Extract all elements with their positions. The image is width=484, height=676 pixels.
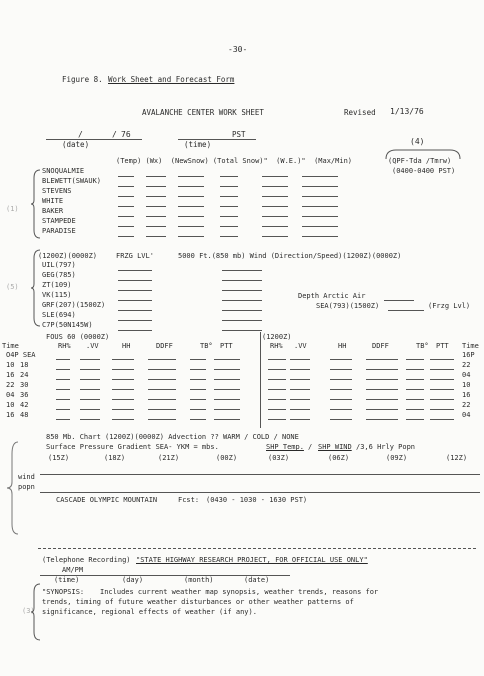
telephone-field-label: (day) <box>122 576 144 584</box>
qpf-header: (QPF-Tda /Tmrw) <box>388 157 452 165</box>
fous-row-forecast-hour: 30 <box>20 381 29 389</box>
freezing-level-blank <box>118 310 152 311</box>
station-blank <box>146 226 166 227</box>
fous-right-time: 16P <box>462 351 475 359</box>
fous-blank <box>148 359 176 360</box>
fous-blank <box>56 369 70 370</box>
station-blank <box>220 226 238 227</box>
section-1-marker: (1) <box>6 205 19 213</box>
freezing-level-blank <box>118 330 152 331</box>
station-blank <box>220 196 238 197</box>
station-blank <box>262 236 288 237</box>
fous-blank <box>112 379 134 380</box>
fous-blank <box>406 379 424 380</box>
fous-blank <box>330 399 352 400</box>
fous-blank <box>80 389 100 390</box>
station-blank <box>146 236 166 237</box>
fous-blank <box>268 419 286 420</box>
qpf-times: (0400-0400 PST) <box>392 167 456 175</box>
synopsis-line-1: Includes current weather map synopsis, weather trends, reasons for <box>100 588 379 596</box>
advection-time: (21Z) <box>158 454 180 462</box>
fous-right-time: 04 <box>462 371 471 379</box>
fous-blank <box>290 389 310 390</box>
synopsis-brace <box>30 582 42 642</box>
station-blank <box>220 186 238 187</box>
station-blank <box>262 216 288 217</box>
station-blank <box>178 216 204 217</box>
page-number: -30- <box>228 45 248 54</box>
advection-time: (18Z) <box>104 454 126 462</box>
fous-title-1200z: (1200Z) <box>262 333 292 341</box>
station-blank <box>302 236 338 237</box>
station-blank <box>302 226 338 227</box>
station-blank <box>178 196 204 197</box>
wind-blank <box>222 320 262 321</box>
upper-air-station: VK(115) <box>42 291 72 299</box>
station-blank <box>262 176 288 177</box>
fous-blank <box>148 409 176 410</box>
cascade-label: CASCADE OLYMPIC MOUNTAIN <box>56 496 158 504</box>
fous-blank <box>56 419 70 420</box>
fous-left-header: DDFF <box>156 342 173 350</box>
station-name: WHITE <box>42 197 64 205</box>
fous-blank <box>56 389 70 390</box>
section-3-marker: (3) <box>22 607 35 615</box>
telephone-separator <box>38 548 476 549</box>
freezing-level-blank <box>118 280 152 281</box>
fous-row-forecast-hour: 24 <box>20 371 29 379</box>
fous-blank <box>366 389 398 390</box>
upper-air-station: UIL(797) <box>42 261 76 269</box>
fous-blank <box>190 359 206 360</box>
sea-label: SEA(793)(1500Z) <box>316 302 380 310</box>
fous-blank <box>290 399 310 400</box>
fous-blank <box>430 399 454 400</box>
freezing-level-blank <box>118 270 152 271</box>
fous-blank <box>406 389 424 390</box>
fous-right-header: PTT <box>436 342 449 350</box>
fous-blank <box>430 389 454 390</box>
fous-blank <box>214 389 240 390</box>
fous-row-hour: 16 <box>6 371 15 379</box>
station-blank <box>302 216 338 217</box>
fous-blank <box>190 379 206 380</box>
upper-air-station: ZT(109) <box>42 281 72 289</box>
fous-blank <box>430 369 454 370</box>
fous-blank <box>330 389 352 390</box>
fous-left-header: HH <box>122 342 131 350</box>
fous-blank <box>148 379 176 380</box>
fous-right-time: 22 <box>462 401 471 409</box>
freezing-level-header: FRZG LVL' <box>116 252 154 260</box>
station-blank <box>146 186 166 187</box>
fous-blank <box>112 359 134 360</box>
fous-blank <box>214 369 240 370</box>
fous-blank <box>112 419 134 420</box>
fous-blank <box>112 369 134 370</box>
upper-air-station: SLE(694) <box>42 311 76 319</box>
fous-blank <box>290 419 310 420</box>
fous-blank <box>330 409 352 410</box>
shp-temp: SHP Temp. <box>266 443 304 451</box>
station-blank <box>220 236 238 237</box>
station-blank <box>118 176 134 177</box>
station-blank <box>146 176 166 177</box>
fous-blank <box>190 369 206 370</box>
wind-blank <box>222 290 262 291</box>
fous-blank <box>330 379 352 380</box>
popn-row-label: popn <box>18 483 35 491</box>
wind-blank <box>222 330 262 331</box>
time-label: (time) <box>184 140 212 149</box>
fous-blank <box>290 359 310 360</box>
fous-blank <box>214 379 240 380</box>
station-name: SNOQUALMIE <box>42 167 85 175</box>
fous-blank <box>366 409 398 410</box>
telephone-field-label: (month) <box>184 576 214 584</box>
station-blank <box>302 176 338 177</box>
fous-title: FOUS 60 (0000Z) <box>46 333 110 341</box>
fous-blank <box>430 409 454 410</box>
depth-arctic-label: Depth Arctic Air <box>298 292 366 300</box>
section-4-marker: (4) <box>410 137 425 146</box>
fous-blank <box>430 359 454 360</box>
fous-blank <box>112 399 134 400</box>
fous-blank <box>330 359 352 360</box>
synopsis-line-3: significance, regional effects of weather (if any). <box>42 608 257 616</box>
advection-time: (09Z) <box>386 454 408 462</box>
upper-air-brace <box>30 248 42 328</box>
fous-blank <box>80 359 100 360</box>
fous-blank <box>148 389 176 390</box>
freezing-level-blank <box>118 290 152 291</box>
fous-left-header: RH% <box>58 342 71 350</box>
fous-blank <box>148 419 176 420</box>
fous-blank <box>190 389 206 390</box>
fous-blank <box>366 359 398 360</box>
telephone-label: (Telephone Recording) <box>42 556 131 564</box>
fous-blank <box>190 399 206 400</box>
fous-blank <box>406 359 424 360</box>
station-name: STAMPEDE <box>42 217 76 225</box>
station-blank <box>178 226 204 227</box>
fous-blank <box>214 409 240 410</box>
fous-blank <box>290 379 310 380</box>
wind-blank <box>222 270 262 271</box>
fous-o4p: O4P SEA <box>6 351 36 359</box>
fous-blank <box>80 409 100 410</box>
upper-air-station: C7P(50N145W) <box>42 321 93 329</box>
revised-label: Revised <box>344 108 376 117</box>
wind-row-line <box>40 474 480 475</box>
depth-arctic-line <box>384 300 414 301</box>
frzg-lvl-label: (Frzg Lvl) <box>428 302 471 310</box>
station-blank <box>118 216 134 217</box>
station-blank <box>178 176 204 177</box>
station-blank <box>146 196 166 197</box>
fous-blank <box>366 379 398 380</box>
fous-right-time: 04 <box>462 411 471 419</box>
telephone-title: "STATE HIGHWAY RESEARCH PROJECT, FOR OFFICIAL USE ONLY" <box>136 556 368 564</box>
fous-blank <box>80 419 100 420</box>
wind-blank <box>222 310 262 311</box>
station-columns-header: (Temp) (Wx) (NewSnow) (Total Snow)" (W.E.)" (Max/Min) <box>116 157 353 165</box>
freezing-level-blank <box>118 320 152 321</box>
fous-right-header: HH <box>338 342 347 350</box>
fous-right-header: .VV <box>294 342 307 350</box>
sea-line <box>388 310 424 311</box>
fous-blank <box>80 379 100 380</box>
synopsis-line-2: trends, timing of future weather disturbances or other weather patterns of <box>42 598 354 606</box>
fous-blank <box>56 359 70 360</box>
popn-row-line <box>40 492 480 493</box>
fous-blank <box>268 359 286 360</box>
wind-blank <box>222 280 262 281</box>
telephone-field-label: (time) <box>54 576 80 584</box>
advection-time: (12Z) <box>446 454 468 462</box>
station-name: STEVENS <box>42 187 72 195</box>
fcst-times: (0430 - 1030 - 1630 PST) <box>206 496 308 504</box>
fous-left-header: Time <box>2 342 19 350</box>
fous-blank <box>80 399 100 400</box>
station-name: BAKER <box>42 207 64 215</box>
station-blank <box>178 236 204 237</box>
wind-blank <box>222 300 262 301</box>
station-blank <box>118 196 134 197</box>
figure-title: Work Sheet and Forecast Form <box>108 75 235 84</box>
fous-blank <box>56 399 70 400</box>
advection-brace <box>2 440 22 536</box>
pressure-gradient: Surface Pressure Gradient SEA- YKM = mbs. <box>46 443 219 451</box>
ampm-label: AM/PM <box>62 566 84 574</box>
fous-blank <box>430 419 454 420</box>
fous-left-header: TB° <box>200 342 213 350</box>
station-blank <box>146 206 166 207</box>
fous-blank <box>330 419 352 420</box>
fous-blank <box>214 399 240 400</box>
fous-blank <box>406 369 424 370</box>
fcst-label: Fcst: <box>178 496 200 504</box>
date-slash-1: / <box>78 130 83 139</box>
telephone-field-label: (date) <box>244 576 270 584</box>
station-blank <box>302 196 338 197</box>
station-blank <box>262 186 288 187</box>
fous-right-time: 22 <box>462 361 471 369</box>
fous-right-time: 10 <box>462 381 471 389</box>
fous-blank <box>290 369 310 370</box>
station-blank <box>146 216 166 217</box>
station-blank <box>262 196 288 197</box>
fous-blank <box>112 389 134 390</box>
fous-blank <box>214 359 240 360</box>
station-blank <box>302 186 338 187</box>
fous-blank <box>112 409 134 410</box>
fous-left-header: .VV <box>86 342 99 350</box>
fous-blank <box>290 409 310 410</box>
wind-label: wind <box>18 473 35 481</box>
station-brace <box>30 168 42 240</box>
fous-row-forecast-hour: 18 <box>20 361 29 369</box>
fous-row-forecast-hour: 36 <box>20 391 29 399</box>
freezing-level-blank <box>118 300 152 301</box>
fous-row-hour: 16 <box>6 411 15 419</box>
fous-blank <box>366 369 398 370</box>
fous-blank <box>430 379 454 380</box>
fous-right-header: Time <box>462 342 479 350</box>
station-blank <box>118 236 134 237</box>
date-year: 76 <box>121 130 131 139</box>
date-line <box>46 139 142 140</box>
fous-blank <box>268 379 286 380</box>
fous-blank <box>80 369 100 370</box>
station-name: PARADISE <box>42 227 76 235</box>
fous-right-header: TB° <box>416 342 429 350</box>
fous-blank <box>406 399 424 400</box>
revised-date: 1/13/76 <box>390 107 424 116</box>
fous-blank <box>406 409 424 410</box>
upper-air-station: GRF(207)(1500Z) <box>42 301 106 309</box>
fous-blank <box>406 419 424 420</box>
date-label: (date) <box>62 140 90 149</box>
station-blank <box>302 206 338 207</box>
station-blank <box>262 226 288 227</box>
fous-blank <box>366 419 398 420</box>
station-blank <box>220 206 238 207</box>
station-blank <box>220 216 238 217</box>
fous-right-header: RH% <box>270 342 283 350</box>
fous-blank <box>268 369 286 370</box>
fous-row-forecast-hour: 48 <box>20 411 29 419</box>
fous-blank <box>56 379 70 380</box>
wind-header: 5000 Ft.(850 mb) Wind (Direction/Speed)(1200Z)(0000Z) <box>178 252 402 260</box>
fous-divider <box>260 332 261 428</box>
fous-row-hour: 10 <box>6 401 15 409</box>
qpf-brace <box>384 148 464 160</box>
fous-blank <box>268 409 286 410</box>
slash-sep: / <box>308 443 313 451</box>
fous-blank <box>268 399 286 400</box>
station-name: BLEWETT(SWAUK) <box>42 177 102 185</box>
section-5-marker: (5) <box>6 283 19 291</box>
fous-blank <box>366 399 398 400</box>
upper-air-header: (1200Z)(0000Z) <box>38 252 98 260</box>
fous-blank <box>190 419 206 420</box>
station-blank <box>178 206 204 207</box>
fous-blank <box>268 389 286 390</box>
fous-blank <box>190 409 206 410</box>
fous-blank <box>148 369 176 370</box>
shp-wind: SHP WIND <box>318 443 352 451</box>
fous-row-forecast-hour: 42 <box>20 401 29 409</box>
popn-label: /3,6 Hrly Popn <box>356 443 416 451</box>
advection-time: (00Z) <box>216 454 238 462</box>
fous-blank <box>214 419 240 420</box>
fous-row-hour: 10 <box>6 361 15 369</box>
station-blank <box>118 186 134 187</box>
fous-row-hour: 04 <box>6 391 15 399</box>
fous-blank <box>148 399 176 400</box>
figure-label: Figure 8. <box>62 75 103 84</box>
date-slash-2: / <box>112 130 117 139</box>
station-blank <box>118 206 134 207</box>
advection-time: (03Z) <box>268 454 290 462</box>
upper-air-station: GEG(785) <box>42 271 76 279</box>
advection-time: (06Z) <box>328 454 350 462</box>
time-suffix: PST <box>232 130 246 139</box>
station-blank <box>262 206 288 207</box>
fous-blank <box>56 409 70 410</box>
advection-time: (15Z) <box>48 454 70 462</box>
fous-blank <box>330 369 352 370</box>
fous-row-hour: 22 <box>6 381 15 389</box>
fous-right-header: DDFF <box>372 342 389 350</box>
station-blank <box>220 176 238 177</box>
fous-left-header: PTT <box>220 342 233 350</box>
fous-right-time: 16 <box>462 391 471 399</box>
station-blank <box>178 186 204 187</box>
advection-line: 850 Mb. Chart (1200Z)(0000Z) Advection ?? WARM / COLD / NONE <box>46 433 299 441</box>
synopsis-label: "SYNOPSIS: <box>42 588 85 596</box>
station-blank <box>118 226 134 227</box>
worksheet-title: AVALANCHE CENTER WORK SHEET <box>142 108 264 117</box>
